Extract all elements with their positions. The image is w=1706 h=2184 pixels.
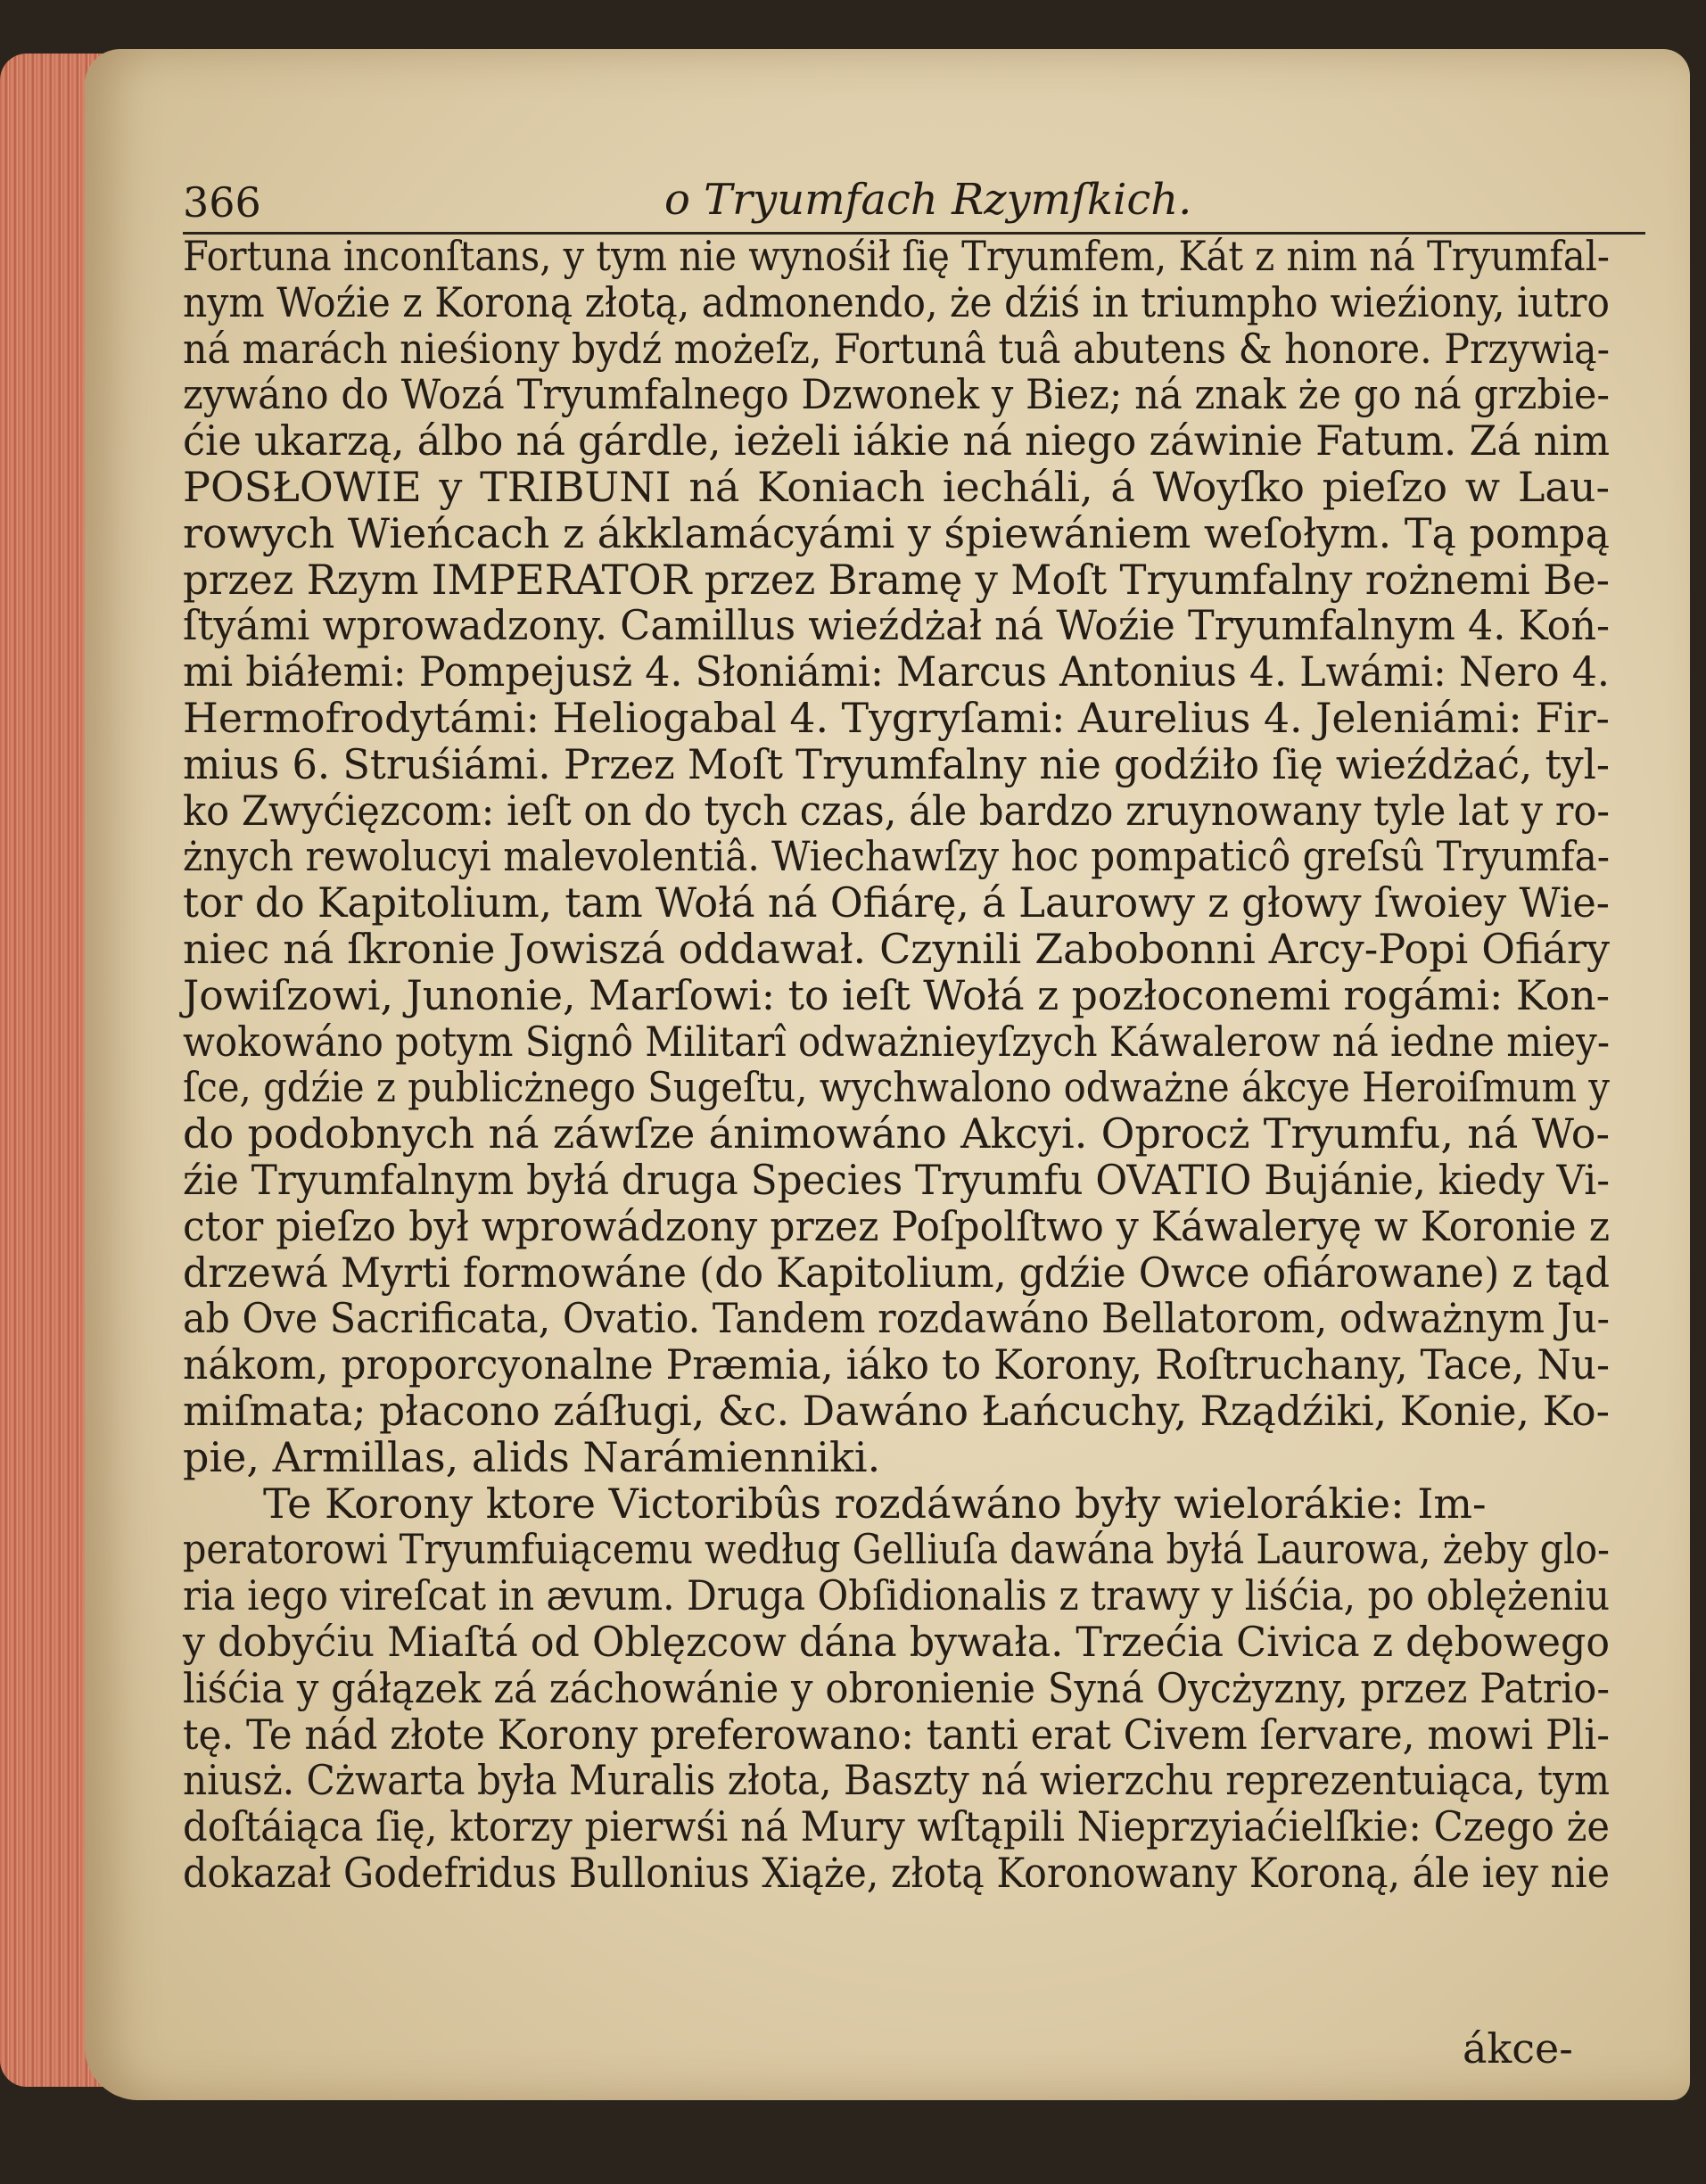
paragraph-start-line: Te Korony ktore Victoribûs rozdáwáno były wielorákie: Im- bbox=[263, 1479, 1487, 1528]
text-line: miſmata; płacono záſługi, &c. Dawáno Łańcuchy, Rządźiki, Konie, Ko- bbox=[183, 1386, 1610, 1435]
text-line: Jowiſzowi, Junonie, Marſowi: to ieſt Wołá z pozłoconemi rogámi: Kon- bbox=[183, 970, 1610, 1019]
text-line: zywáno do Wozá Tryumfalnego Dzwonek y Biez; ná znak że go ná grzbie- bbox=[183, 370, 1610, 419]
text-line: Fortuna inconſtans, y tym nie wynośił ſię Tryumfem, Kát z nim ná Tryumfal- bbox=[183, 232, 1610, 280]
text-line: przez Rzym IMPERATOR przez Bramę y Moſt Tryumfalny rożnemi Be- bbox=[183, 555, 1610, 604]
text-line: dokazał Godefridus Bullonius Xiąże, złotą Koronowany Koroną, ále iey nie bbox=[183, 1848, 1610, 1897]
text-line: do podobnych ná záwſze ánimowáno Akcyi. Oprocż Tryumfu, ná Wo- bbox=[183, 1109, 1610, 1158]
text-line: mi biáłemi: Pompejusż 4. Słoniámi: Marcus Antonius 4. Lwámi: Nero 4. bbox=[183, 647, 1610, 696]
running-title: o Tryumfach Rzymſkich. bbox=[664, 175, 1192, 225]
text-line: y dobyćiu Miaſtá od Oblęzcow dána bywała. Trzećia Civica z dębowego bbox=[183, 1617, 1610, 1666]
text-line: tę. Te nád złote Korony preferowano: tanti erat Civem ſervare, mowi Pli- bbox=[183, 1710, 1610, 1759]
text-line: ná marách nieśiony bydź możeſz, Fortunâ tuâ abutens & honore. Przywią- bbox=[183, 324, 1610, 373]
text-line: mius 6. Struśiámi. Przez Moſt Tryumfalny nie godźiło ſię wieźdżać, tyl- bbox=[183, 739, 1610, 788]
text-line: drzewá Myrti formowáne (do Kapitolium, gdźie Owce ofiárowane) z tąd bbox=[183, 1248, 1610, 1297]
text-line: żnych rewolucyi malevolentiâ. Wiechawſzy hoc pompaticô greſsû Tryumfa- bbox=[183, 832, 1610, 881]
text-line: nym Woźie z Koroną złotą, admonendo, że dźiś in triumpho wieźiony, iutro bbox=[183, 277, 1610, 326]
catchword: ákce- bbox=[1463, 2024, 1573, 2073]
text-line: ko Zwyćięzcom: ieſt on do tych czas, ále bardzo zruynowany tyle lat y ro- bbox=[183, 786, 1610, 835]
text-line: ſce, gdźie z publicżnego Sugeſtu, wychwalono odważne ákcye Heroiſmum y bbox=[183, 1063, 1610, 1112]
text-line: liśćia y gáłązek zá záchowánie y obronienie Syná Oycżyzny, przez Patrio- bbox=[183, 1663, 1610, 1712]
text-line: ſtyámi wprowadzony. Camillus wieźdżał ná Woźie Tryumfalnym 4. Koń- bbox=[183, 601, 1610, 650]
page-header bbox=[183, 175, 1645, 235]
text-line: niusż. Cżwarta była Muralis złota, Baszty ná wierzchu reprezentuiąca, tym bbox=[183, 1756, 1610, 1805]
text-line: doſtáiąca ſię, ktorzy pierwśi ná Mury wſtąpili Nieprzyiaćielſkie: Czego że bbox=[183, 1802, 1610, 1851]
text-line: ctor pieſzo był wprowádzony przez Poſpolſtwo y Káwaleryę w Koronie z bbox=[183, 1201, 1610, 1250]
text-line: źie Tryumfalnym byłá druga Species Tryumfu OVATIO Bujánie, kiedy Vi- bbox=[183, 1155, 1610, 1204]
text-line: wokowáno potym Signô Militarî odważnieyſzych Káwalerow ná iedne miey- bbox=[183, 1017, 1610, 1066]
text-line: nákom, proporcyonalne Præmia, iáko to Korony, Roſtruchany, Tace, Nu- bbox=[183, 1340, 1610, 1389]
text-line: niec ná ſkronie Jowiszá oddawał. Czynili Zabobonni Arcy-Popi Ofiáry bbox=[183, 924, 1610, 973]
text-line: POSŁOWIE y TRIBUNI ná Koniach iecháli, á Woyſko pieſzo w Lau- bbox=[183, 462, 1610, 511]
text-line: ria iego vireſcat in ævum. Druga Obſidionalis z trawy y liśćia, po oblężeniu bbox=[183, 1571, 1610, 1620]
text-line: Hermofrodytámi: Heliogabal 4. Tygryſami: Aurelius 4. Jeleniámi: Fir- bbox=[183, 693, 1610, 742]
text-line: ćie ukarzą, álbo ná gárdle, ieżeli iákie ná niego záwinie Fatum. Zá nim bbox=[183, 416, 1610, 466]
text-line: rowych Wieńcach z ákklamácyámi y śpiewániem weſołym. Tą pompą bbox=[183, 508, 1610, 557]
body-text bbox=[183, 234, 1610, 1897]
text-line: tor do Kapitolium, tam Wołá ná Ofiárę, á Laurowy z głowy ſwoiey Wie- bbox=[183, 878, 1610, 927]
text-line: peratorowi Tryumfuiącemu według Gelliuſa dawána byłá Laurowa, żeby glo- bbox=[183, 1525, 1610, 1574]
page-number: 366 bbox=[183, 178, 261, 227]
text-line: pie, Armillas, alids Narámienniki. bbox=[183, 1432, 881, 1481]
text-line: ab Ove Sacrificata, Ovatio. Tandem rozdawáno Bellatorom, odważnym Ju- bbox=[183, 1294, 1610, 1343]
